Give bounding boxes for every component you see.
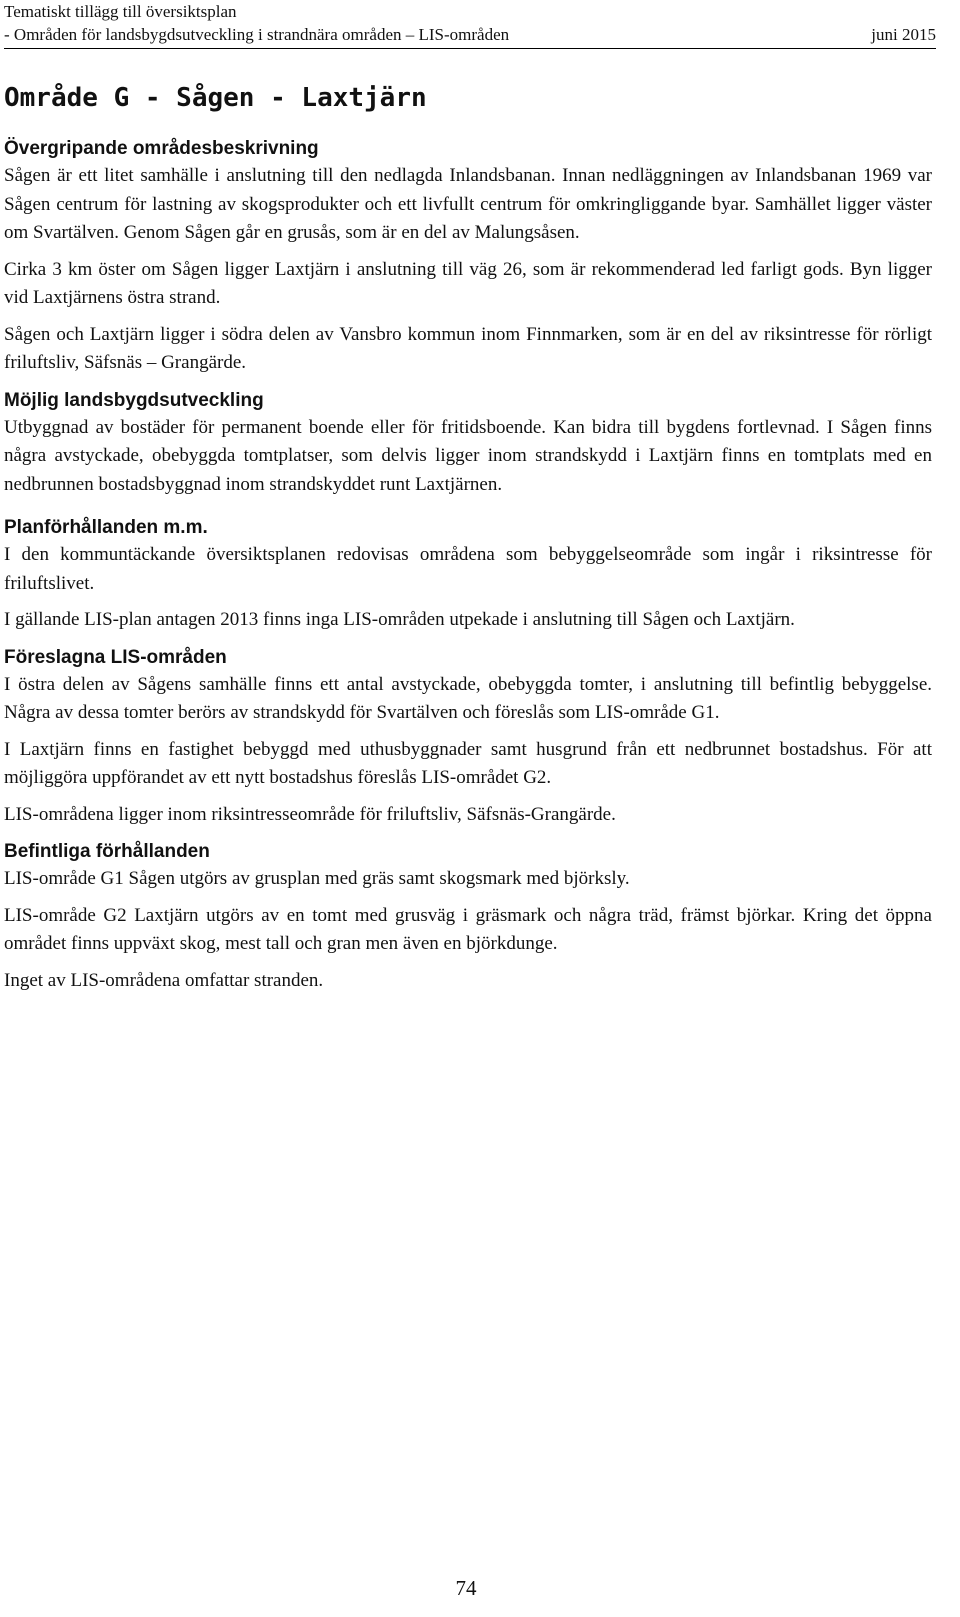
header-date: juni 2015 bbox=[871, 25, 936, 44]
section-heading: Föreslagna LIS-områden bbox=[4, 646, 227, 668]
paragraph: I den kommuntäckande översiktsplanen redovisas områdena som bebyggelseområde som ingår i riksintresse för friluftslivet. bbox=[4, 544, 932, 594]
page-header bbox=[4, 0, 936, 49]
paragraph: Cirka 3 km öster om Sågen ligger Laxtjärn i anslutning till väg 26, som är rekommenderad led farligt gods. Byn ligger vid Laxtjärnens östra strand. bbox=[4, 258, 932, 308]
section-heading: Befintliga förhållanden bbox=[4, 841, 210, 862]
section-overview bbox=[4, 136, 932, 378]
paragraph: LIS-område G2 Laxtjärn utgörs av en tomt med grusväg i gräsmark och några träd, främst björkar. Kring det öppna området finns uppväxt skog, mest tall och gran men även en björkdunge. bbox=[4, 904, 932, 954]
header-subtitle-row bbox=[4, 23, 936, 46]
section-planning bbox=[4, 515, 932, 635]
paragraph: LIS-områdena ligger inom riksintresseområde för friluftsliv, Säfsnäs-Grangärde. bbox=[4, 803, 616, 825]
section-rural-development bbox=[4, 388, 932, 500]
section-heading: Planförhållanden m.m. bbox=[4, 517, 208, 538]
section-heading: Övergripande områdesbeskrivning bbox=[4, 138, 319, 159]
paragraph: I gällande LIS-plan antagen 2013 finns inga LIS-områden utpekade i anslutning till Sågen och Laxtjärn. bbox=[4, 609, 795, 630]
paragraph: Utbyggnad av bostäder för permanent boende eller för fritidsboende. Kan bidra till bygdens fortlevnad. I Sågen finns några avstyckade, obebyggda tomtplatser, som delvis ligger inom strandskydd i Laxtjärn finns en tomtplats med en nedbrunnen bostadsbyggnad inom strandskyddet runt Laxtjärnen. bbox=[4, 416, 932, 495]
document-body bbox=[4, 80, 932, 1003]
section-proposed-areas bbox=[4, 645, 932, 830]
header-subtitle: - Områden för landsbygdsutveckling i strandnära områden – LIS-områden bbox=[4, 25, 510, 44]
paragraph: Sågen är ett litet samhälle i anslutning till den nedlagda Inlandsbanan. Innan nedläggningen av Inlandsbanan 1969 var Sågen centrum för lastning av skogsprodukter och ett livfullt centrum för omkringliggande byar. Samhället ligger väster om Svartälven. Genom Sågen går en grusås, som är en del av Malungsåsen. bbox=[4, 165, 932, 243]
header-document-title: Tematiskt tillägg till översiktsplan bbox=[4, 2, 237, 21]
paragraph: LIS-område G1 Sågen utgörs av grusplan med gräs samt skogsmark med björksly. bbox=[4, 868, 630, 889]
paragraph: Sågen och Laxtjärn ligger i södra delen av Vansbro kommun inom Finnmarken, som är en del av riksintresse för rörligt friluftsliv, Säfsnäs – Grangärde. bbox=[4, 323, 932, 373]
page-number: 74 bbox=[455, 1576, 477, 1600]
section-heading: Möjlig landsbygdsutveckling bbox=[4, 389, 264, 411]
paragraph: I östra delen av Sågens samhälle finns ett antal avstyckade, obebyggda tomter, i anslutning till befintlig bebyggelse. Några av dessa tomter berörs av strandskydd för Svartälven och föreslås som LIS-område G1. bbox=[4, 673, 932, 723]
paragraph: Inget av LIS-områdena omfattar stranden. bbox=[4, 969, 324, 991]
section-existing-conditions bbox=[4, 839, 932, 995]
page-title: Område G - Sågen - Laxtjärn bbox=[4, 83, 427, 113]
paragraph: I Laxtjärn finns en fastighet bebyggd med uthusbyggnader samt husgrund från ett nedbrunnet bostadshus. För att möjliggöra uppförandet av ett nytt bostadshus föreslås LIS-området G2. bbox=[4, 738, 932, 788]
